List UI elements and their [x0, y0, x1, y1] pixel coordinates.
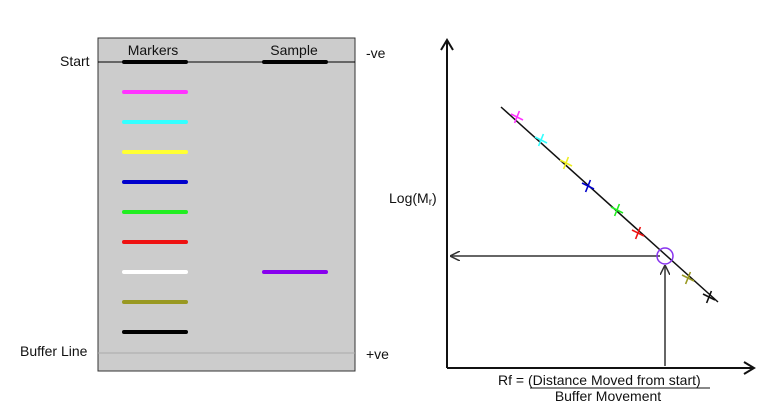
start-label: Start: [60, 53, 90, 69]
sample-column-label: Sample: [270, 42, 318, 58]
buffer-line-label: Buffer Line: [20, 343, 88, 359]
y-axis-label: Log(Mr): [389, 190, 437, 208]
gel-panel: [20, 38, 389, 371]
x-axis-label-numerator: Rf = (Distance Moved from start): [498, 372, 701, 388]
gel-background: [98, 38, 355, 371]
markers-column-label: Markers: [127, 42, 179, 58]
point-yellow: [560, 157, 572, 169]
positive-electrode-label: +ve: [366, 346, 389, 362]
negative-electrode-label: -ve: [366, 45, 386, 61]
x-axis-label-denominator: Buffer Movement: [554, 388, 662, 404]
calibration-fit-line: [501, 107, 718, 302]
calibration-graph: [389, 40, 754, 404]
